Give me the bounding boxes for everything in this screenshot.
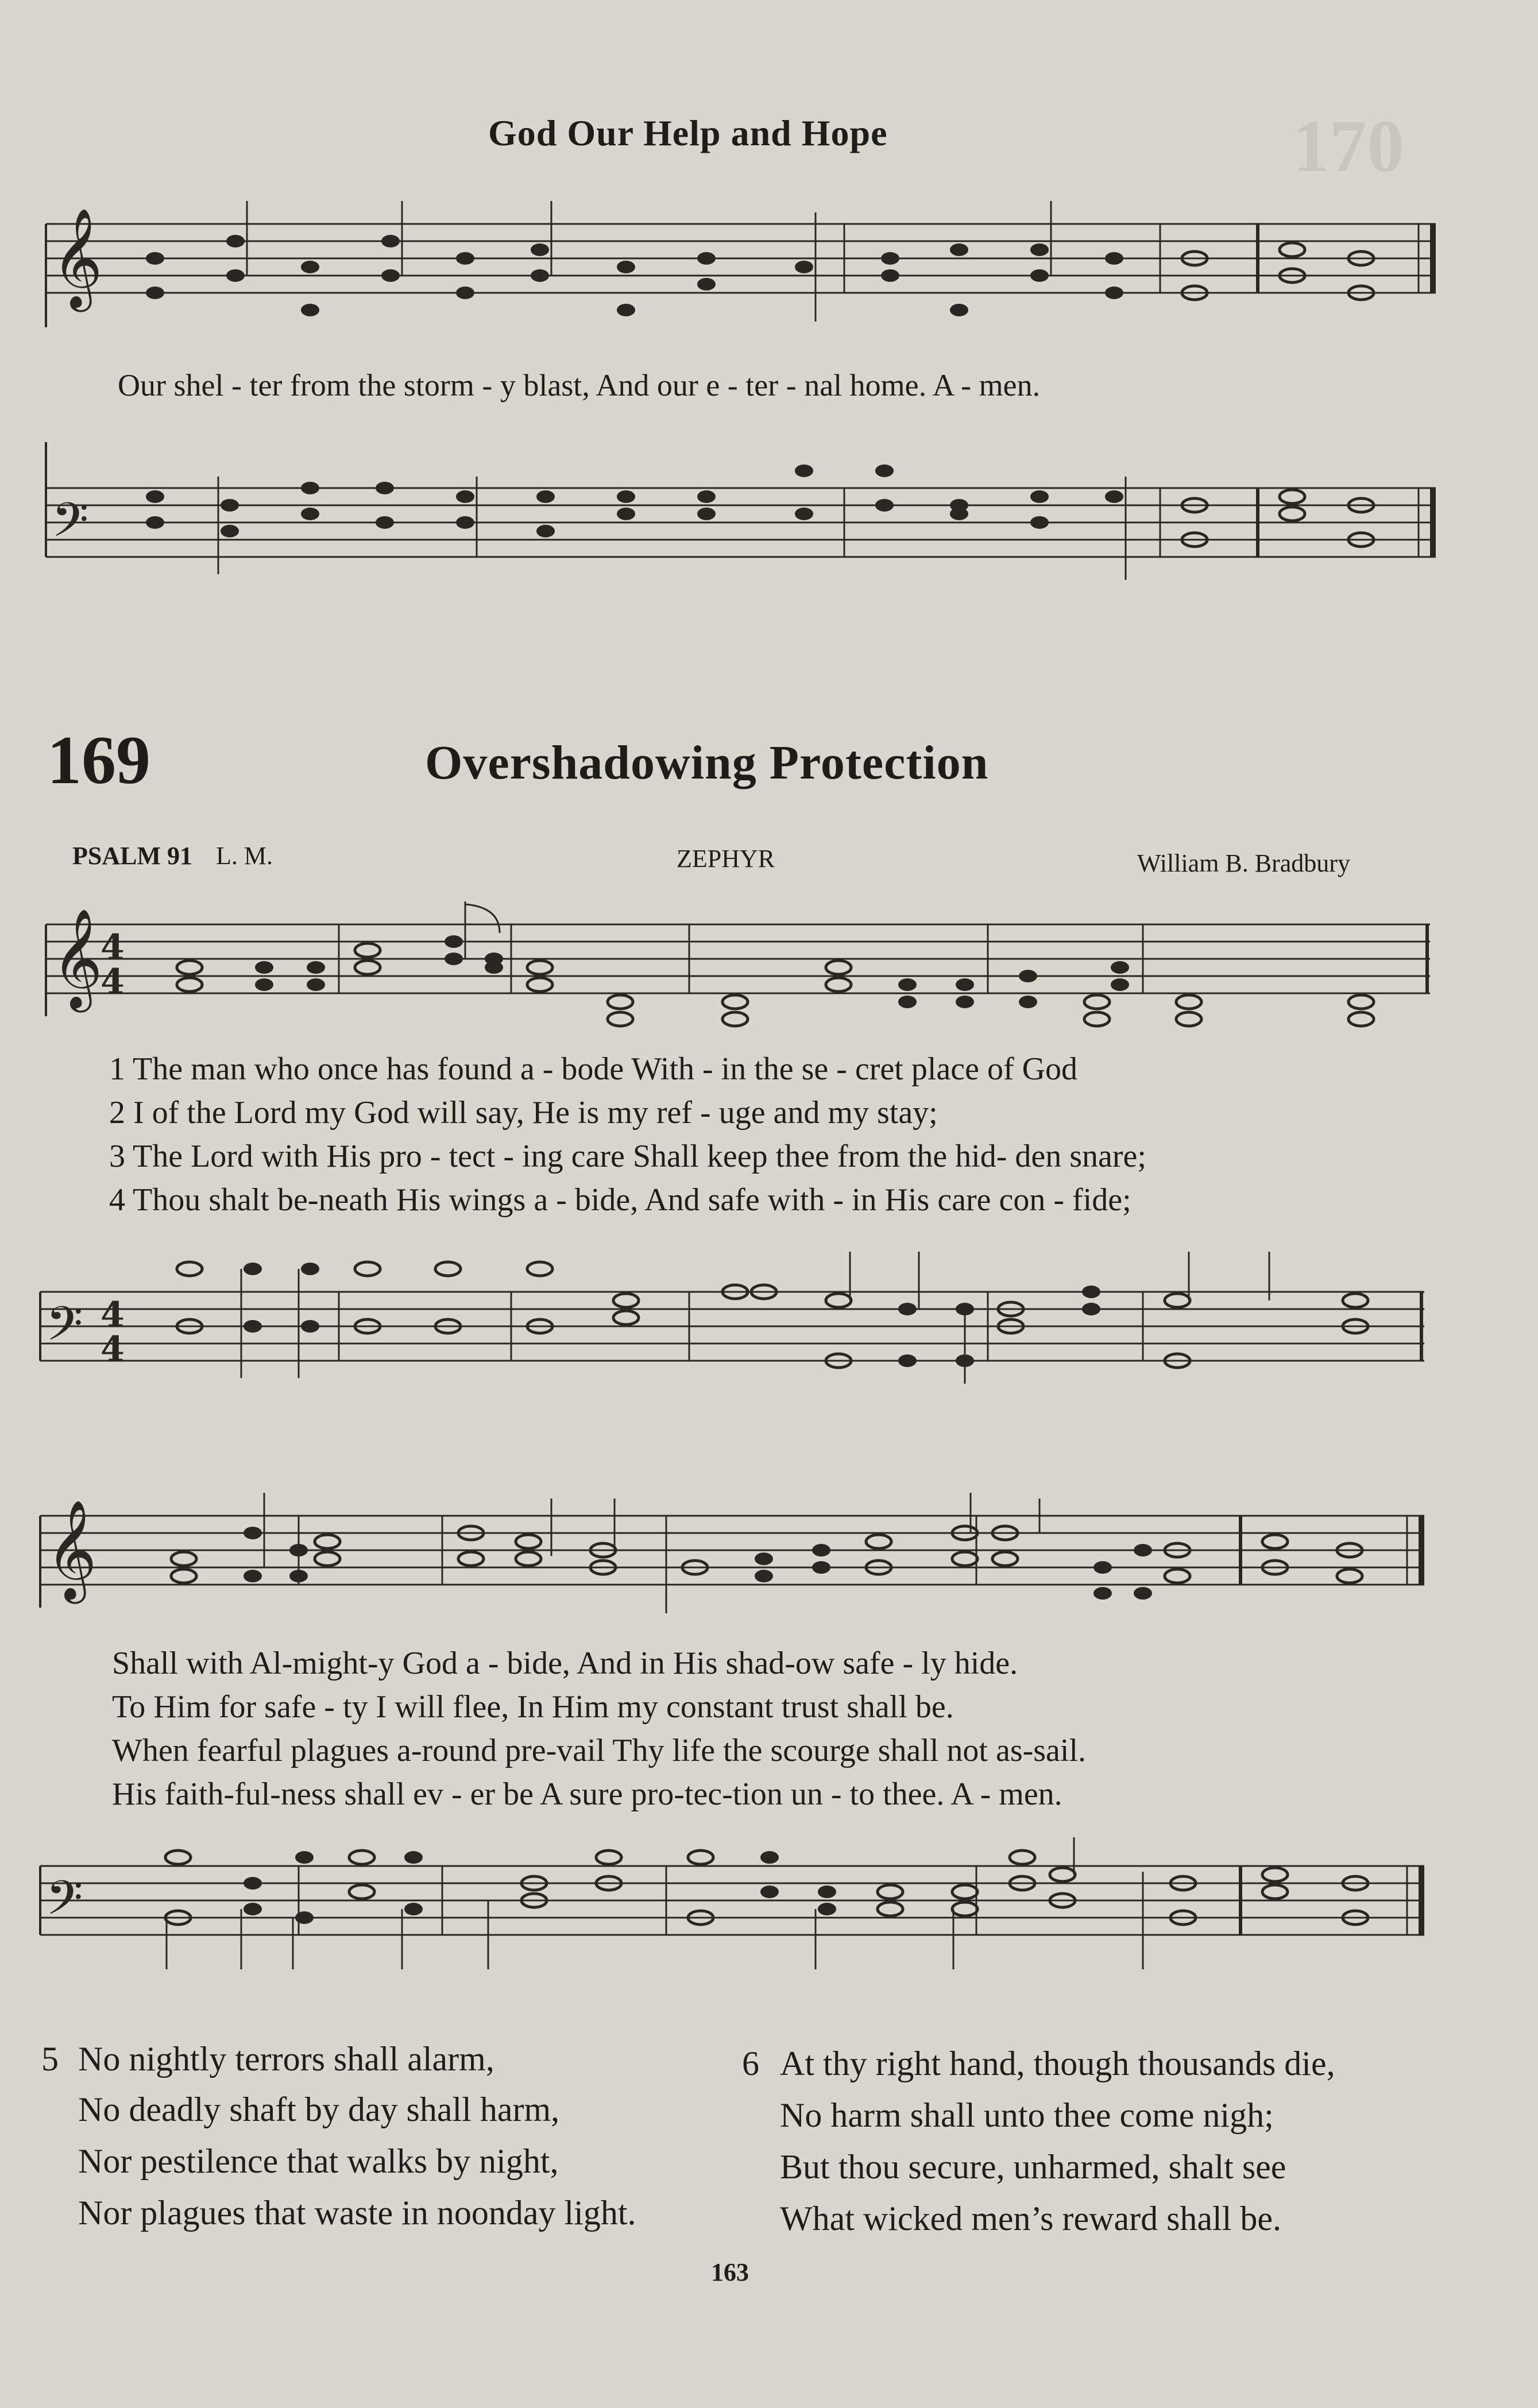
meter-info xyxy=(72,841,273,870)
system2-line-4: His faith-ful-ness shall ev - er be A sure pro-tec-tion un - to thee. A - men. xyxy=(112,1776,1062,1812)
svg-text:𝄞: 𝄞 xyxy=(52,908,103,1008)
svg-text:𝄢: 𝄢 xyxy=(46,1296,83,1363)
system2-treble-staff xyxy=(34,1493,1436,1625)
stanza-5-line-3: Nor pestilence that walks by night, xyxy=(78,2142,559,2180)
system2-line-3: When fearful plagues a-round pre-vail Thy life the scourge shall not as-sail. xyxy=(112,1733,1087,1768)
svg-text:4: 4 xyxy=(101,1295,125,1335)
svg-text:4: 4 xyxy=(101,1329,125,1369)
stanza-5-line-4: Nor plagues that waste in noonday light. xyxy=(78,2194,636,2232)
stanza-5-line-1: No nightly terrors shall alarm, xyxy=(78,2040,494,2078)
system2-line-2: To Him for safe - ty I will flee, In Him my constant trust shall be. xyxy=(112,1689,954,1725)
system1-treble-staff xyxy=(40,901,1442,1033)
upper-hymn-title: God Our Help and Hope xyxy=(488,113,888,153)
stanza-5-number: 5 xyxy=(41,2040,59,2078)
system1-line-1: 1 The man who once has found a - bode With - in the se - cret place of God xyxy=(109,1051,1078,1087)
stanza-6-line-4: What wicked men’s reward shall be. xyxy=(780,2200,1282,2237)
svg-text:𝄞: 𝄞 xyxy=(52,208,103,308)
psalm-reference: PSALM 91 xyxy=(72,842,192,870)
page-number: 163 xyxy=(711,2258,749,2286)
svg-text:4: 4 xyxy=(101,927,125,967)
meter: L. M. xyxy=(216,842,273,870)
stanza-6-line-2: No harm shall unto thee come nigh; xyxy=(780,2096,1274,2134)
stanza-5-line-2: No deadly shaft by day shall harm, xyxy=(78,2090,560,2128)
system1-line-3: 3 The Lord with His pro - tect - ing care Shall keep thee from the hid- den snare; xyxy=(109,1139,1146,1174)
system1-line-4: 4 Thou shalt be-neath His wings a - bide, And safe with - in His care con - fide; xyxy=(109,1182,1131,1218)
stanza-6-line-3: But thou secure, unharmed, shalt see xyxy=(780,2148,1286,2186)
hymn-title: Overshadowing Protection xyxy=(425,736,989,789)
upper-bass-staff xyxy=(40,442,1442,580)
svg-text:𝄞: 𝄞 xyxy=(46,1500,97,1600)
show-through-mark: 170 xyxy=(1292,105,1404,188)
svg-text:4: 4 xyxy=(101,962,125,1002)
upper-hymn-lyric: Our shel - ter from the storm - y blast, And our e - ter - nal home. A - men. xyxy=(118,368,1041,402)
system1-line-2: 2 I of the Lord my God will say, He is my ref - uge and my stay; xyxy=(109,1095,938,1131)
system1-bass-staff xyxy=(34,1252,1436,1384)
svg-text:𝄢: 𝄢 xyxy=(46,1870,83,1937)
stanza-6-line-1: At thy right hand, though thousands die, xyxy=(780,2045,1335,2082)
composer: William B. Bradbury xyxy=(1137,849,1350,877)
stanza-6-number: 6 xyxy=(742,2045,759,2082)
hymn-number: 169 xyxy=(47,722,150,798)
system2-bass-staff xyxy=(34,1837,1436,1975)
upper-treble-staff xyxy=(40,201,1442,327)
tune-name: ZEPHYR xyxy=(677,845,775,873)
svg-text:𝄢: 𝄢 xyxy=(52,492,89,559)
system2-line-1: Shall with Al-might-y God a - bide, And in His shad-ow safe - ly hide. xyxy=(112,1646,1018,1681)
